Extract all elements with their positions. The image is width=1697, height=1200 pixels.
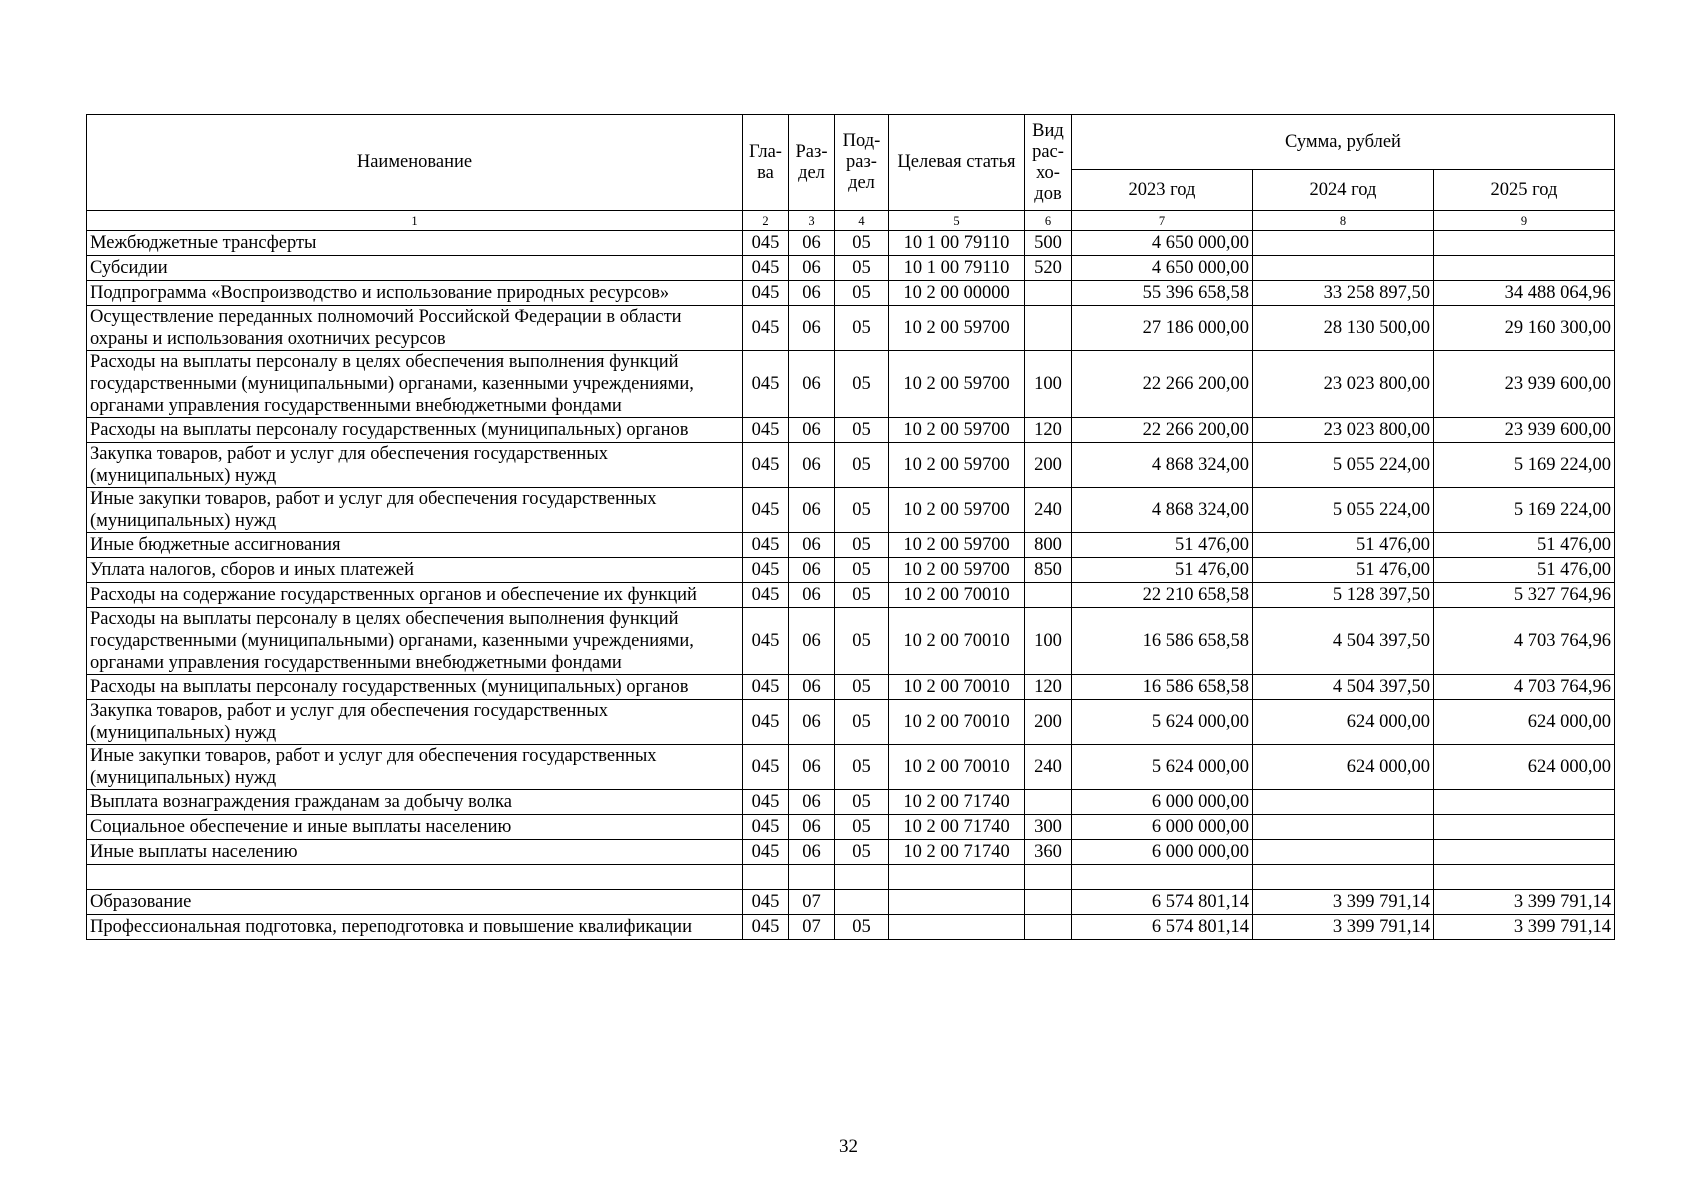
row-amount-2024: 23 023 800,00 xyxy=(1253,351,1434,418)
row-expense-type: 200 xyxy=(1025,700,1072,745)
header-glava: Гла-ва xyxy=(743,115,789,211)
column-number: 8 xyxy=(1253,211,1434,231)
table-row xyxy=(87,488,1615,533)
row-glava: 045 xyxy=(743,488,789,533)
table-row xyxy=(87,256,1615,281)
row-expense-type: 800 xyxy=(1025,533,1072,558)
row-amount-2025: 5 169 224,00 xyxy=(1434,443,1615,488)
row-razdel: 06 xyxy=(789,745,835,790)
row-glava: 045 xyxy=(743,890,789,915)
row-amount-2024: 5 055 224,00 xyxy=(1253,443,1434,488)
row-razdel: 06 xyxy=(789,790,835,815)
row-expense-type: 120 xyxy=(1025,418,1072,443)
row-amount-2023: 16 586 658,58 xyxy=(1072,608,1253,675)
row-glava: 045 xyxy=(743,533,789,558)
header-sum: Сумма, рублей xyxy=(1072,115,1615,170)
row-target-article: 10 2 00 00000 xyxy=(889,281,1025,306)
table-row xyxy=(87,443,1615,488)
row-target-article: 10 2 00 70010 xyxy=(889,583,1025,608)
row-name: Уплата налогов, сборов и иных платежей xyxy=(87,558,743,583)
row-name: Осуществление переданных полномочий Российской Федерации в области охраны и использования охотничих ресурсов xyxy=(87,306,743,351)
row-podrazdel: 05 xyxy=(835,675,889,700)
column-number: 4 xyxy=(835,211,889,231)
header-name: Наименование xyxy=(87,115,743,211)
row-name: Закупка товаров, работ и услуг для обеспечения государственных (муниципальных) нужд xyxy=(87,443,743,488)
row-glava: 045 xyxy=(743,790,789,815)
column-number: 9 xyxy=(1434,211,1615,231)
row-amount-2023: 51 476,00 xyxy=(1072,533,1253,558)
table-body xyxy=(87,231,1615,940)
row-glava: 045 xyxy=(743,256,789,281)
row-amount-2023: 22 266 200,00 xyxy=(1072,351,1253,418)
row-expense-type: 300 xyxy=(1025,815,1072,840)
row-expense-type: 200 xyxy=(1025,443,1072,488)
row-amount-2024: 5 055 224,00 xyxy=(1253,488,1434,533)
row-podrazdel xyxy=(835,865,889,890)
row-razdel xyxy=(789,865,835,890)
column-number-row xyxy=(87,211,1615,231)
row-razdel: 06 xyxy=(789,443,835,488)
column-number: 2 xyxy=(743,211,789,231)
page-number: 32 xyxy=(839,1136,858,1157)
row-amount-2024: 23 023 800,00 xyxy=(1253,418,1434,443)
row-razdel: 06 xyxy=(789,700,835,745)
row-glava: 045 xyxy=(743,418,789,443)
row-name: Иные выплаты населению xyxy=(87,840,743,865)
row-amount-2023: 22 210 658,58 xyxy=(1072,583,1253,608)
row-expense-type: 120 xyxy=(1025,675,1072,700)
table-row xyxy=(87,915,1615,940)
row-expense-type: 100 xyxy=(1025,608,1072,675)
row-name: Иные закупки товаров, работ и услуг для обеспечения государственных (муниципальных) нужд xyxy=(87,488,743,533)
row-amount-2024: 624 000,00 xyxy=(1253,745,1434,790)
row-amount-2025: 3 399 791,14 xyxy=(1434,890,1615,915)
row-razdel: 06 xyxy=(789,533,835,558)
row-razdel: 06 xyxy=(789,558,835,583)
row-name: Закупка товаров, работ и услуг для обеспечения государственных (муниципальных) нужд xyxy=(87,700,743,745)
row-amount-2023: 6 000 000,00 xyxy=(1072,815,1253,840)
row-podrazdel: 05 xyxy=(835,533,889,558)
row-target-article: 10 2 00 70010 xyxy=(889,700,1025,745)
row-amount-2024: 51 476,00 xyxy=(1253,533,1434,558)
row-razdel: 06 xyxy=(789,840,835,865)
row-glava: 045 xyxy=(743,583,789,608)
row-name: Иные закупки товаров, работ и услуг для обеспечения государственных (муниципальных) нужд xyxy=(87,745,743,790)
row-target-article xyxy=(889,890,1025,915)
row-glava: 045 xyxy=(743,608,789,675)
table-row xyxy=(87,840,1615,865)
row-amount-2023: 5 624 000,00 xyxy=(1072,700,1253,745)
row-amount-2024: 5 128 397,50 xyxy=(1253,583,1434,608)
row-expense-type xyxy=(1025,915,1072,940)
row-target-article: 10 2 00 59700 xyxy=(889,533,1025,558)
row-amount-2025 xyxy=(1434,256,1615,281)
column-number: 1 xyxy=(87,211,743,231)
row-target-article: 10 2 00 70010 xyxy=(889,675,1025,700)
row-amount-2025 xyxy=(1434,840,1615,865)
row-amount-2023: 27 186 000,00 xyxy=(1072,306,1253,351)
row-podrazdel: 05 xyxy=(835,608,889,675)
row-target-article: 10 2 00 59700 xyxy=(889,351,1025,418)
row-amount-2024 xyxy=(1253,790,1434,815)
row-expense-type xyxy=(1025,865,1072,890)
header-vid: Вид рас-хо-дов xyxy=(1025,115,1072,211)
row-podrazdel: 05 xyxy=(835,700,889,745)
row-amount-2023: 5 624 000,00 xyxy=(1072,745,1253,790)
row-podrazdel: 05 xyxy=(835,443,889,488)
row-amount-2023: 4 650 000,00 xyxy=(1072,231,1253,256)
row-target-article: 10 2 00 70010 xyxy=(889,608,1025,675)
row-amount-2024: 33 258 897,50 xyxy=(1253,281,1434,306)
row-razdel: 06 xyxy=(789,815,835,840)
row-razdel: 06 xyxy=(789,488,835,533)
table-row xyxy=(87,418,1615,443)
row-amount-2025: 23 939 600,00 xyxy=(1434,418,1615,443)
header-razdel: Раз-дел xyxy=(789,115,835,211)
header-year-2024: 2024 год xyxy=(1253,170,1434,211)
table-row xyxy=(87,700,1615,745)
table-row xyxy=(87,281,1615,306)
row-razdel: 06 xyxy=(789,583,835,608)
row-amount-2025: 5 327 764,96 xyxy=(1434,583,1615,608)
row-razdel: 07 xyxy=(789,890,835,915)
row-amount-2025: 51 476,00 xyxy=(1434,533,1615,558)
row-name: Образование xyxy=(87,890,743,915)
row-amount-2024: 4 504 397,50 xyxy=(1253,608,1434,675)
row-target-article: 10 1 00 79110 xyxy=(889,231,1025,256)
row-glava: 045 xyxy=(743,745,789,790)
row-expense-type: 240 xyxy=(1025,745,1072,790)
row-target-article xyxy=(889,915,1025,940)
row-name: Иные бюджетные ассигнования xyxy=(87,533,743,558)
row-name: Расходы на выплаты персоналу государственных (муниципальных) органов xyxy=(87,675,743,700)
row-razdel: 06 xyxy=(789,256,835,281)
row-expense-type: 240 xyxy=(1025,488,1072,533)
column-number: 7 xyxy=(1072,211,1253,231)
row-name xyxy=(87,865,743,890)
table-row xyxy=(87,231,1615,256)
row-amount-2025 xyxy=(1434,865,1615,890)
row-podrazdel: 05 xyxy=(835,281,889,306)
row-amount-2024 xyxy=(1253,815,1434,840)
row-name: Профессиональная подготовка, переподготовка и повышение квалификации xyxy=(87,915,743,940)
row-podrazdel: 05 xyxy=(835,840,889,865)
row-target-article: 10 2 00 71740 xyxy=(889,840,1025,865)
row-amount-2025: 624 000,00 xyxy=(1434,700,1615,745)
row-expense-type xyxy=(1025,890,1072,915)
table-row xyxy=(87,306,1615,351)
row-amount-2025: 23 939 600,00 xyxy=(1434,351,1615,418)
row-glava: 045 xyxy=(743,306,789,351)
row-amount-2024: 3 399 791,14 xyxy=(1253,915,1434,940)
row-name: Расходы на содержание государственных органов и обеспечение их функций xyxy=(87,583,743,608)
row-amount-2024 xyxy=(1253,231,1434,256)
row-glava: 045 xyxy=(743,915,789,940)
row-amount-2023: 6 574 801,14 xyxy=(1072,915,1253,940)
row-target-article: 10 2 00 59700 xyxy=(889,558,1025,583)
header-year-2023: 2023 год xyxy=(1072,170,1253,211)
row-glava: 045 xyxy=(743,281,789,306)
row-amount-2025 xyxy=(1434,815,1615,840)
row-amount-2025: 624 000,00 xyxy=(1434,745,1615,790)
row-name: Межбюджетные трансферты xyxy=(87,231,743,256)
row-amount-2025: 34 488 064,96 xyxy=(1434,281,1615,306)
row-amount-2023: 55 396 658,58 xyxy=(1072,281,1253,306)
table-row xyxy=(87,533,1615,558)
row-expense-type: 850 xyxy=(1025,558,1072,583)
row-podrazdel: 05 xyxy=(835,418,889,443)
table-row xyxy=(87,865,1615,890)
row-target-article xyxy=(889,865,1025,890)
row-razdel: 06 xyxy=(789,281,835,306)
row-razdel: 06 xyxy=(789,418,835,443)
row-target-article: 10 2 00 71740 xyxy=(889,790,1025,815)
row-name: Расходы на выплаты персоналу государственных (муниципальных) органов xyxy=(87,418,743,443)
row-amount-2023: 4 868 324,00 xyxy=(1072,488,1253,533)
row-target-article: 10 2 00 59700 xyxy=(889,418,1025,443)
row-amount-2025: 5 169 224,00 xyxy=(1434,488,1615,533)
row-glava: 045 xyxy=(743,815,789,840)
row-podrazdel: 05 xyxy=(835,351,889,418)
row-amount-2025 xyxy=(1434,790,1615,815)
row-amount-2025: 3 399 791,14 xyxy=(1434,915,1615,940)
row-razdel: 06 xyxy=(789,675,835,700)
row-podrazdel: 05 xyxy=(835,583,889,608)
table-row xyxy=(87,351,1615,418)
row-amount-2025 xyxy=(1434,231,1615,256)
row-podrazdel: 05 xyxy=(835,256,889,281)
table-row xyxy=(87,608,1615,675)
row-amount-2024: 51 476,00 xyxy=(1253,558,1434,583)
row-name: Подпрограмма «Воспроизводство и использование природных ресурсов» xyxy=(87,281,743,306)
row-name: Субсидии xyxy=(87,256,743,281)
row-amount-2024: 4 504 397,50 xyxy=(1253,675,1434,700)
row-amount-2023 xyxy=(1072,865,1253,890)
table-row xyxy=(87,815,1615,840)
row-razdel: 06 xyxy=(789,351,835,418)
row-amount-2023: 6 574 801,14 xyxy=(1072,890,1253,915)
row-podrazdel: 05 xyxy=(835,790,889,815)
column-number: 5 xyxy=(889,211,1025,231)
row-amount-2024: 624 000,00 xyxy=(1253,700,1434,745)
table-row xyxy=(87,558,1615,583)
row-podrazdel: 05 xyxy=(835,488,889,533)
table-row xyxy=(87,745,1615,790)
row-amount-2024 xyxy=(1253,865,1434,890)
header-podrazdel: Под-раз-дел xyxy=(835,115,889,211)
row-glava: 045 xyxy=(743,700,789,745)
row-glava: 045 xyxy=(743,443,789,488)
row-name: Социальное обеспечение и иные выплаты населению xyxy=(87,815,743,840)
row-amount-2023: 16 586 658,58 xyxy=(1072,675,1253,700)
table-row xyxy=(87,675,1615,700)
row-razdel: 06 xyxy=(789,306,835,351)
row-glava: 045 xyxy=(743,351,789,418)
row-glava: 045 xyxy=(743,840,789,865)
row-amount-2024: 3 399 791,14 xyxy=(1253,890,1434,915)
row-glava: 045 xyxy=(743,675,789,700)
row-amount-2025: 51 476,00 xyxy=(1434,558,1615,583)
row-amount-2023: 51 476,00 xyxy=(1072,558,1253,583)
header-target: Целевая статья xyxy=(889,115,1025,211)
row-expense-type xyxy=(1025,583,1072,608)
row-podrazdel: 05 xyxy=(835,815,889,840)
row-expense-type: 100 xyxy=(1025,351,1072,418)
row-amount-2024 xyxy=(1253,840,1434,865)
row-razdel: 07 xyxy=(789,915,835,940)
row-name: Расходы на выплаты персоналу в целях обеспечения выполнения функций государственными (муниципальными) органами, казенными учреждениями, органами управления государственными внебюджетными фондами xyxy=(87,608,743,675)
row-target-article: 10 2 00 59700 xyxy=(889,306,1025,351)
row-podrazdel: 05 xyxy=(835,745,889,790)
row-amount-2025: 4 703 764,96 xyxy=(1434,608,1615,675)
row-target-article: 10 1 00 79110 xyxy=(889,256,1025,281)
row-target-article: 10 2 00 70010 xyxy=(889,745,1025,790)
row-amount-2023: 4 868 324,00 xyxy=(1072,443,1253,488)
row-podrazdel: 05 xyxy=(835,558,889,583)
row-podrazdel: 05 xyxy=(835,915,889,940)
row-expense-type: 360 xyxy=(1025,840,1072,865)
row-podrazdel xyxy=(835,890,889,915)
table-row xyxy=(87,583,1615,608)
row-amount-2024: 28 130 500,00 xyxy=(1253,306,1434,351)
row-glava xyxy=(743,865,789,890)
row-podrazdel: 05 xyxy=(835,306,889,351)
row-name: Выплата вознаграждения гражданам за добычу волка xyxy=(87,790,743,815)
row-glava: 045 xyxy=(743,231,789,256)
header-year-2025: 2025 год xyxy=(1434,170,1615,211)
row-amount-2023: 6 000 000,00 xyxy=(1072,790,1253,815)
row-amount-2023: 4 650 000,00 xyxy=(1072,256,1253,281)
row-razdel: 06 xyxy=(789,231,835,256)
column-number: 6 xyxy=(1025,211,1072,231)
row-expense-type: 500 xyxy=(1025,231,1072,256)
row-amount-2024 xyxy=(1253,256,1434,281)
budget-table xyxy=(86,114,1615,940)
row-target-article: 10 2 00 59700 xyxy=(889,488,1025,533)
row-podrazdel: 05 xyxy=(835,231,889,256)
table-row xyxy=(87,890,1615,915)
row-expense-type xyxy=(1025,790,1072,815)
row-expense-type xyxy=(1025,281,1072,306)
row-target-article: 10 2 00 71740 xyxy=(889,815,1025,840)
row-expense-type: 520 xyxy=(1025,256,1072,281)
row-amount-2023: 22 266 200,00 xyxy=(1072,418,1253,443)
row-target-article: 10 2 00 59700 xyxy=(889,443,1025,488)
row-razdel: 06 xyxy=(789,608,835,675)
table-row xyxy=(87,790,1615,815)
row-expense-type xyxy=(1025,306,1072,351)
row-amount-2023: 6 000 000,00 xyxy=(1072,840,1253,865)
column-number: 3 xyxy=(789,211,835,231)
row-glava: 045 xyxy=(743,558,789,583)
row-name: Расходы на выплаты персоналу в целях обеспечения выполнения функций государственными (муниципальными) органами, казенными учреждениями, органами управления государственными внебюджетными фондами xyxy=(87,351,743,418)
row-amount-2025: 4 703 764,96 xyxy=(1434,675,1615,700)
row-amount-2025: 29 160 300,00 xyxy=(1434,306,1615,351)
